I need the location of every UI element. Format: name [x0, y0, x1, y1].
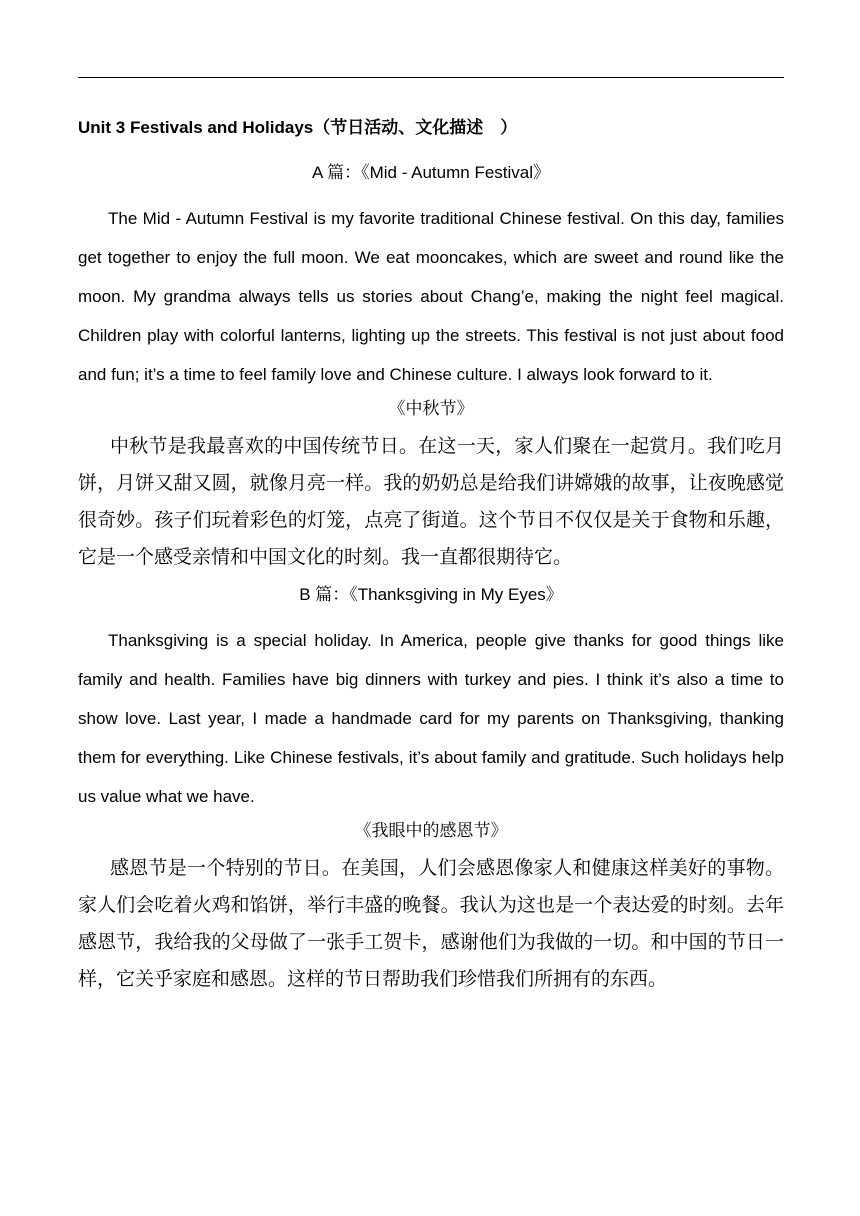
- header-rule: [78, 77, 784, 78]
- section-a-english-text: The Mid - Autumn Festival is my favorite traditional Chinese festival. On this day, families get together to enjoy the full moon. We eat mooncakes, which are sweet and round like the moon. My grandma always tells us stories about Chang’e, making the night feel magical. Children play with colorful lanterns, lighting up the streets. This festival is not just about food and fun; it’s a time to feel family love and Chinese culture. I always look forward to it.: [78, 209, 784, 384]
- section-b-english-text: Thanksgiving is a special holiday. In America, people give thanks for good things like family and health. Families have big dinners with turkey and pies. I think it’s also a time to show love. Last year, I made a handmade card for my parents on Thanksgiving, thanking them for everything. Like Chinese festivals, it’s about family and gratitude. Such holidays help us value what we have.: [78, 631, 784, 806]
- section-a-chinese-heading: 《中秋节》: [388, 399, 474, 418]
- section-b-chinese-text: 感恩节是一个特别的节日。在美国，人们会感恩像家人和健康这样美好的事物。家人们会吃着火鸡和馅饼，举行丰盛的晚餐。我认为这也是一个表达爱的时刻。去年感恩节，我给我的父母做了一张手工贺卡，感谢他们为我做的一切。和中国的节日一样，它关乎家庭和感恩。这样的节日帮助我们珍惜我们所拥有的东西。: [78, 857, 784, 990]
- section-b-chinese-heading: 《我眼中的感恩节》: [354, 821, 508, 840]
- unit-title-en: Unit 3 Festivals and Holidays: [78, 118, 314, 137]
- section-a-chinese-text: 中秋节是我最喜欢的中国传统节日。在这一天，家人们聚在一起赏月。我们吃月饼，月饼又甜又圆，就像月亮一样。我的奶奶总是给我们讲嫦娥的故事，让夜晚感觉很奇妙。孩子们玩着彩色的灯笼，点亮了街道。这个节日不仅仅是关于食物和乐趣，它是一个感受亲情和中国文化的时刻。我一直都很期待它。: [78, 435, 784, 568]
- section-b-heading: B 篇：《Thanksgiving in My Eyes》: [299, 585, 563, 604]
- section-a: [78, 160, 784, 576]
- section-a-heading: A 篇：《Mid - Autumn Festival》: [311, 163, 551, 182]
- section-b: [78, 582, 784, 998]
- document-body: [78, 160, 784, 998]
- unit-title: [78, 116, 784, 140]
- unit-title-cn: （节日活动、文化描述 ）: [313, 118, 518, 138]
